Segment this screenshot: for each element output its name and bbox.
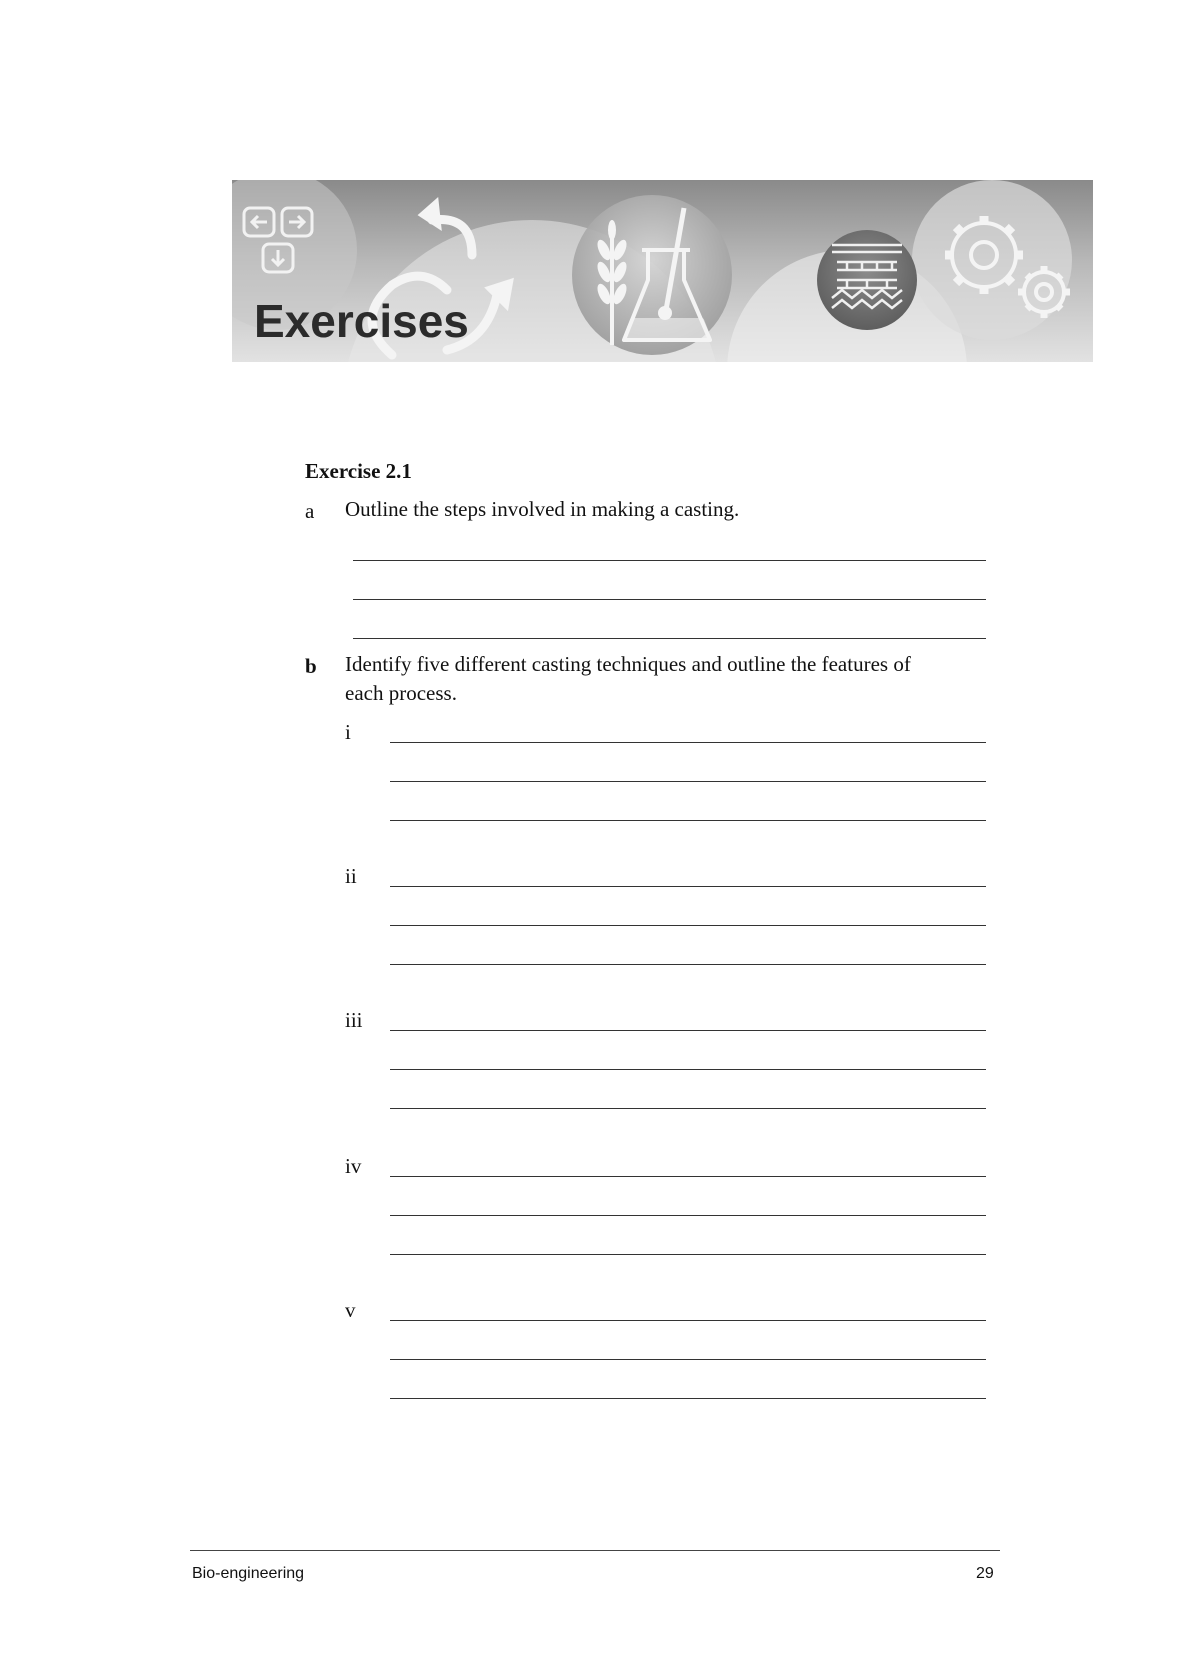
answer-line-ii-3[interactable] [390, 964, 986, 965]
answer-line-i-1[interactable] [390, 742, 986, 743]
question-b-text-line2: each process. [345, 681, 457, 705]
item-label-i: i [345, 720, 351, 744]
footer-book-title: Bio-engineering [192, 1565, 305, 1582]
answer-line-ii-1[interactable] [390, 886, 986, 887]
page-number: 29 [976, 1565, 994, 1582]
item-label-v: v [345, 1298, 356, 1322]
item-label-iv: iv [345, 1154, 362, 1178]
item-label-iii: iii [345, 1008, 363, 1032]
answer-line-iii-1[interactable] [390, 1030, 986, 1031]
answer-line-iii-2[interactable] [390, 1069, 986, 1070]
banner-title: Exercises [254, 295, 469, 347]
answer-line-iv-2[interactable] [390, 1215, 986, 1216]
footer-rule [190, 1550, 1000, 1551]
answer-line-ii-2[interactable] [390, 925, 986, 926]
answer-line-a-2[interactable] [353, 599, 986, 600]
answer-line-iv-3[interactable] [390, 1254, 986, 1255]
question-a-label: a [305, 499, 315, 523]
question-b-label: b [305, 654, 317, 678]
question-a-text: Outline the steps involved in making a casting. [345, 497, 740, 521]
question-b-text-line1: Identify five different casting techniques and outline the features of [345, 652, 911, 676]
answer-line-a-3[interactable] [353, 638, 986, 639]
answer-line-v-1[interactable] [390, 1320, 986, 1321]
answer-line-i-3[interactable] [390, 820, 986, 821]
answer-line-v-3[interactable] [390, 1398, 986, 1399]
answer-line-v-2[interactable] [390, 1359, 986, 1360]
answer-line-iv-1[interactable] [390, 1176, 986, 1177]
answer-line-i-2[interactable] [390, 781, 986, 782]
answer-line-a-1[interactable] [353, 560, 986, 561]
exercise-heading: Exercise 2.1 [305, 459, 412, 483]
item-label-ii: ii [345, 864, 357, 888]
exercises-banner [232, 180, 1093, 362]
answer-line-iii-3[interactable] [390, 1108, 986, 1109]
